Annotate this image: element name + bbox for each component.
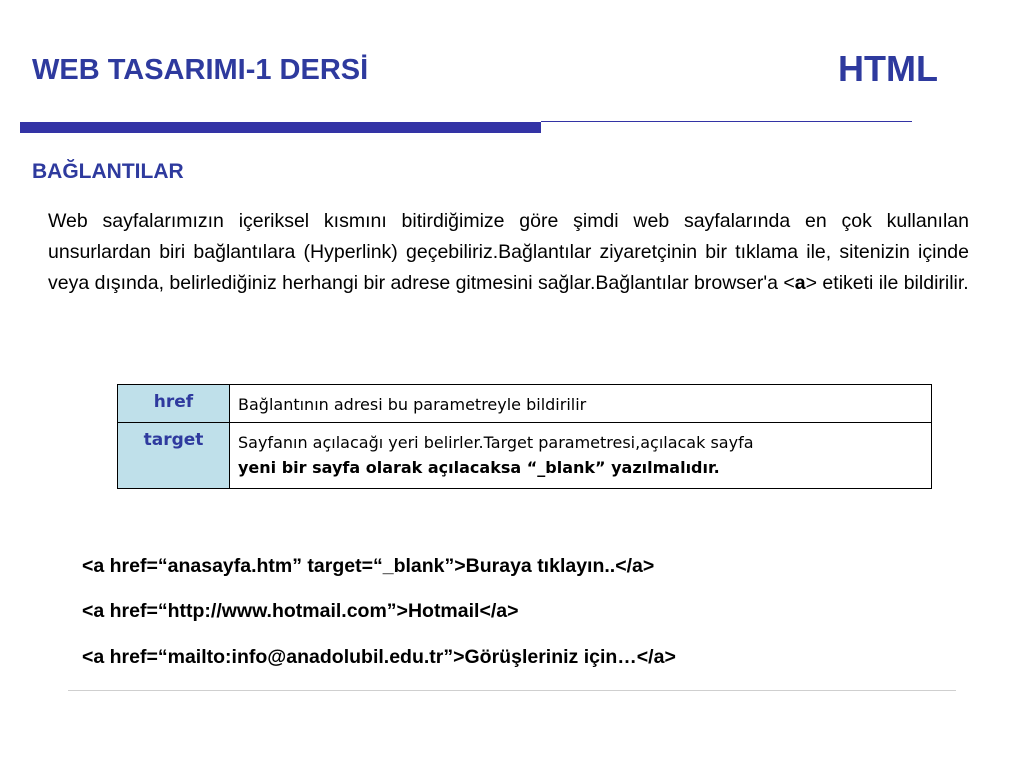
table-row bbox=[118, 423, 932, 489]
param-desc-target-line2: yeni bir sayfa olarak açılacaksa “_blank” yazılmalıdır. bbox=[238, 458, 720, 477]
param-name-href: href bbox=[118, 385, 230, 423]
intro-tag-name: a bbox=[794, 272, 806, 294]
param-name-target: target bbox=[118, 423, 230, 489]
intro-paragraph bbox=[48, 206, 969, 299]
section-heading: BAĞLANTILAR bbox=[32, 160, 184, 183]
table-row bbox=[118, 385, 932, 423]
example-code-line-2: <a href=“http://www.hotmail.com”>Hotmail</a> bbox=[82, 600, 519, 622]
intro-text-before: Web sayfalarımızın içeriksel kısmını bitirdiğimize göre şimdi web sayfalarında en çok kullanılan unsurlardan biri bağlantılara (Hyperlink) geçebiliriz.Bağlantılar ziyaretçinin bir tıklama ile, sitenizin içinde veya dışında, belirlediğiniz herhangi bir adrese gitmesini sağlar.Bağlantılar browser'a < bbox=[48, 210, 969, 294]
parameters-table bbox=[117, 384, 932, 489]
topic-title: HTML bbox=[838, 48, 938, 89]
header-rule-thick bbox=[20, 122, 541, 133]
example-code-line-3: <a href=“mailto:info@anadolubil.edu.tr”>Görüşleriniz için…</a> bbox=[82, 646, 676, 668]
example-code-line-1: <a href=“anasayfa.htm” target=“_blank”>Buraya tıklayın..</a> bbox=[82, 555, 655, 577]
header-rule-thin bbox=[541, 121, 912, 122]
param-desc-target bbox=[230, 423, 932, 489]
param-desc-target-line1: Sayfanın açılacağı yeri belirler.Target parametresi,açılacak sayfa bbox=[238, 433, 754, 452]
footer-divider bbox=[68, 690, 956, 691]
course-title: WEB TASARIMI-1 DERSİ bbox=[32, 54, 369, 86]
intro-text-after: > etiketi ile bildirilir. bbox=[805, 272, 969, 294]
param-desc-href: Bağlantının adresi bu parametreyle bildirilir bbox=[230, 385, 932, 423]
